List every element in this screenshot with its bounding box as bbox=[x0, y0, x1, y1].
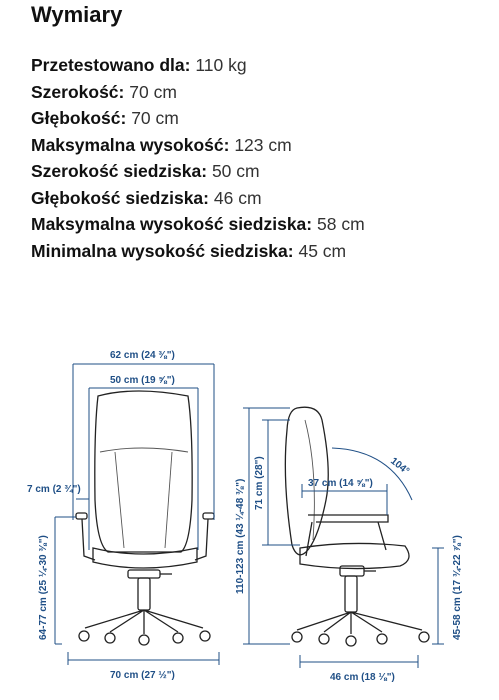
side-seat-depth-label: 46 cm (18 ⅛") bbox=[330, 672, 395, 683]
spec-label: Minimalna wysokość siedziska: bbox=[31, 240, 294, 261]
side-total-height-label: 110-123 cm (43 ¼-48 ⅜") bbox=[235, 478, 246, 594]
spec-value: 50 cm bbox=[211, 161, 260, 181]
spec-value: 123 cm bbox=[234, 134, 292, 155]
spec-seat-depth bbox=[31, 185, 365, 212]
spec-label: Szerokość: bbox=[31, 81, 125, 102]
spec-value: 45 cm bbox=[298, 240, 347, 261]
spec-width bbox=[31, 79, 365, 106]
side-backrest-height-label: 71 cm (28") bbox=[254, 456, 265, 510]
side-view-chair bbox=[285, 407, 429, 646]
specs-list bbox=[31, 52, 365, 264]
spec-label: Maksymalna wysokość: bbox=[31, 134, 230, 155]
front-dimension-lines bbox=[55, 364, 219, 665]
side-seat-height-label: 45-58 cm (17 ¾-22 ⅞") bbox=[452, 535, 463, 640]
front-armrest-height-label: 64-77 cm (25 ¼-30 ⅜") bbox=[38, 535, 49, 640]
spec-label: Głębokość siedziska: bbox=[31, 187, 209, 208]
spec-tested-for bbox=[31, 52, 365, 79]
front-overall-width-label: 62 cm (24 ⅜") bbox=[110, 350, 175, 361]
spec-value: 70 cm bbox=[131, 108, 179, 128]
front-armrest-offset-label: 7 cm (2 ¾") bbox=[27, 484, 81, 495]
spec-seat-width bbox=[31, 158, 365, 185]
spec-label: Maksymalna wysokość siedziska: bbox=[31, 214, 313, 234]
spec-value: 46 cm bbox=[213, 187, 262, 208]
spec-min-seat-height bbox=[31, 238, 365, 265]
spec-value: 110 kg bbox=[195, 55, 247, 75]
dimension-diagram bbox=[0, 330, 499, 700]
spec-max-seat-height bbox=[31, 211, 365, 238]
side-recline-angle-label: 104° bbox=[388, 455, 412, 478]
front-view-chair bbox=[76, 391, 214, 645]
spec-depth bbox=[31, 105, 365, 132]
spec-label: Szerokość siedziska: bbox=[31, 161, 208, 181]
spec-label: Przetestowano dla: bbox=[31, 55, 191, 75]
section-title: Wymiary bbox=[31, 2, 123, 27]
side-armrest-depth-label: 37 cm (14 ⅝") bbox=[308, 478, 373, 489]
spec-label: Głębokość: bbox=[31, 108, 127, 128]
spec-value: 70 cm bbox=[129, 81, 177, 102]
spec-max-height bbox=[31, 132, 365, 159]
spec-value: 58 cm bbox=[317, 214, 365, 234]
side-dimension-lines bbox=[243, 408, 444, 668]
front-base-width-label: 70 cm (27 ½") bbox=[110, 670, 175, 681]
front-seat-width-label: 50 cm (19 ⅝") bbox=[110, 375, 175, 386]
